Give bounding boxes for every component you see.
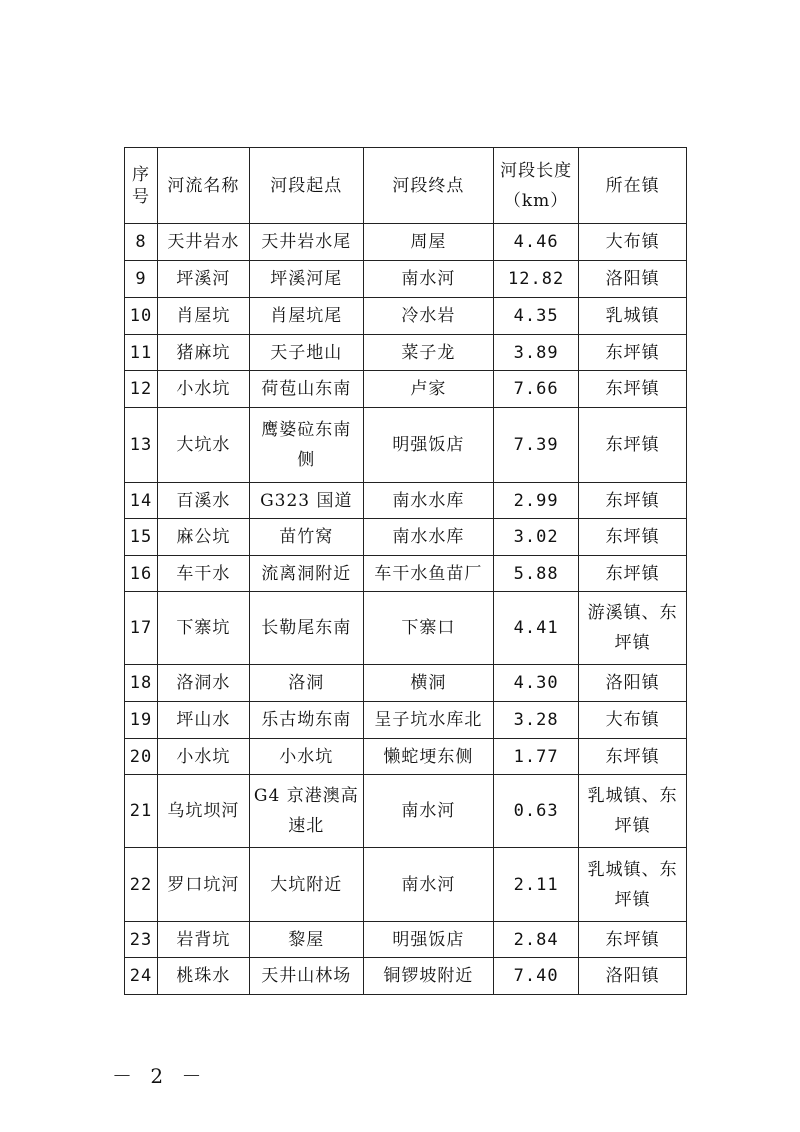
cell-section-length: 4.30 [493, 665, 578, 702]
cell-river-name: 乌坑坝河 [158, 775, 250, 848]
header-serial-number: 序号 [125, 148, 158, 224]
cell-river-name: 坪溪河 [158, 261, 250, 298]
table-row [125, 958, 687, 995]
cell-section-end: 南水河 [363, 775, 493, 848]
cell-serial-number: 11 [125, 335, 158, 371]
cell-section-length: 7.66 [493, 371, 578, 408]
cell-river-name: 小水坑 [158, 371, 250, 408]
cell-section-length: 2.11 [493, 848, 578, 922]
cell-serial-number: 8 [125, 224, 158, 261]
cell-section-length: 4.41 [493, 592, 578, 665]
table-row [125, 922, 687, 958]
cell-section-end: 卢家 [363, 371, 493, 408]
cell-section-end: 南水河 [363, 848, 493, 922]
cell-town: 乳城镇、东坪镇 [579, 848, 687, 922]
cell-town: 洛阳镇 [579, 665, 687, 702]
cell-section-end: 懒蛇埂东侧 [363, 739, 493, 775]
cell-section-start: 鹰婆砬东南侧 [249, 408, 363, 483]
cell-section-start: G323 国道 [249, 483, 363, 519]
cell-river-name: 大坑水 [158, 408, 250, 483]
cell-serial-number: 23 [125, 922, 158, 958]
page-number: － 2 － [112, 1064, 208, 1088]
cell-town: 东坪镇 [579, 408, 687, 483]
cell-section-end: 铜锣坡附近 [363, 958, 493, 995]
cell-town: 乳城镇、东坪镇 [579, 775, 687, 848]
cell-river-name: 小水坑 [158, 739, 250, 775]
cell-town: 东坪镇 [579, 371, 687, 408]
river-section-table [124, 147, 687, 995]
cell-river-name: 肖屋坑 [158, 298, 250, 335]
cell-serial-number: 13 [125, 408, 158, 483]
cell-town: 大布镇 [579, 702, 687, 739]
cell-section-end: 明强饭店 [363, 408, 493, 483]
cell-river-name: 百溪水 [158, 483, 250, 519]
cell-section-start: 黎屋 [249, 922, 363, 958]
cell-section-start: 洛洞 [249, 665, 363, 702]
cell-town: 游溪镇、东坪镇 [579, 592, 687, 665]
cell-section-end: 南水水库 [363, 519, 493, 556]
cell-section-start: 荷苞山东南 [249, 371, 363, 408]
cell-river-name: 车干水 [158, 556, 250, 592]
cell-river-name: 罗口坑河 [158, 848, 250, 922]
cell-serial-number: 9 [125, 261, 158, 298]
cell-section-length: 7.40 [493, 958, 578, 995]
cell-town: 东坪镇 [579, 483, 687, 519]
cell-section-length: 5.88 [493, 556, 578, 592]
cell-town: 洛阳镇 [579, 958, 687, 995]
table-row [125, 408, 687, 483]
cell-serial-number: 19 [125, 702, 158, 739]
cell-section-end: 下寨口 [363, 592, 493, 665]
table-row [125, 848, 687, 922]
cell-section-length: 3.89 [493, 335, 578, 371]
cell-section-length: 3.02 [493, 519, 578, 556]
cell-section-start: G4 京港澳高速北 [249, 775, 363, 848]
table-row [125, 261, 687, 298]
cell-section-start: 流离洞附近 [249, 556, 363, 592]
cell-section-end: 明强饭店 [363, 922, 493, 958]
cell-river-name: 桃珠水 [158, 958, 250, 995]
cell-section-length: 2.84 [493, 922, 578, 958]
cell-serial-number: 18 [125, 665, 158, 702]
cell-serial-number: 15 [125, 519, 158, 556]
cell-town: 洛阳镇 [579, 261, 687, 298]
cell-serial-number: 14 [125, 483, 158, 519]
cell-town: 东坪镇 [579, 739, 687, 775]
cell-town: 大布镇 [579, 224, 687, 261]
cell-section-length: 4.46 [493, 224, 578, 261]
cell-town: 东坪镇 [579, 922, 687, 958]
cell-serial-number: 12 [125, 371, 158, 408]
cell-section-start: 苗竹窝 [249, 519, 363, 556]
cell-section-start: 坪溪河尾 [249, 261, 363, 298]
cell-section-end: 周屋 [363, 224, 493, 261]
cell-section-start: 大坑附近 [249, 848, 363, 922]
cell-section-start: 乐古坳东南 [249, 702, 363, 739]
table-row [125, 224, 687, 261]
table-row [125, 371, 687, 408]
cell-section-length: 1.77 [493, 739, 578, 775]
cell-river-name: 天井岩水 [158, 224, 250, 261]
table-row [125, 592, 687, 665]
cell-section-length: 12.82 [493, 261, 578, 298]
cell-town: 东坪镇 [579, 335, 687, 371]
cell-town: 东坪镇 [579, 556, 687, 592]
table-row [125, 739, 687, 775]
header-town: 所在镇 [579, 148, 687, 224]
table-row [125, 702, 687, 739]
cell-section-length: 7.39 [493, 408, 578, 483]
header-section-end: 河段终点 [363, 148, 493, 224]
cell-section-start: 小水坑 [249, 739, 363, 775]
table-row [125, 665, 687, 702]
cell-river-name: 洛洞水 [158, 665, 250, 702]
cell-serial-number: 20 [125, 739, 158, 775]
table-row [125, 775, 687, 848]
table-header-row [125, 148, 687, 224]
table-row [125, 556, 687, 592]
cell-section-start: 天井岩水尾 [249, 224, 363, 261]
table-row [125, 483, 687, 519]
cell-river-name: 岩背坑 [158, 922, 250, 958]
cell-section-length: 0.63 [493, 775, 578, 848]
cell-section-end: 冷水岩 [363, 298, 493, 335]
header-section-length: 河段长度（km） [493, 148, 578, 224]
cell-section-end: 南水水库 [363, 483, 493, 519]
cell-section-end: 南水河 [363, 261, 493, 298]
cell-serial-number: 24 [125, 958, 158, 995]
cell-section-start: 肖屋坑尾 [249, 298, 363, 335]
cell-section-length: 4.35 [493, 298, 578, 335]
table-row [125, 298, 687, 335]
cell-section-length: 2.99 [493, 483, 578, 519]
cell-town: 东坪镇 [579, 519, 687, 556]
table-row [125, 519, 687, 556]
cell-serial-number: 16 [125, 556, 158, 592]
cell-river-name: 坪山水 [158, 702, 250, 739]
table-row [125, 335, 687, 371]
cell-town: 乳城镇 [579, 298, 687, 335]
cell-section-end: 横洞 [363, 665, 493, 702]
cell-section-start: 长勒尾东南 [249, 592, 363, 665]
cell-section-end: 菜子龙 [363, 335, 493, 371]
cell-section-length: 3.28 [493, 702, 578, 739]
cell-serial-number: 21 [125, 775, 158, 848]
cell-serial-number: 17 [125, 592, 158, 665]
cell-section-start: 天子地山 [249, 335, 363, 371]
cell-section-end: 呈子坑水库北 [363, 702, 493, 739]
cell-serial-number: 10 [125, 298, 158, 335]
cell-river-name: 猪麻坑 [158, 335, 250, 371]
cell-serial-number: 22 [125, 848, 158, 922]
cell-river-name: 下寨坑 [158, 592, 250, 665]
cell-section-start: 天井山林场 [249, 958, 363, 995]
cell-river-name: 麻公坑 [158, 519, 250, 556]
header-section-start: 河段起点 [249, 148, 363, 224]
cell-section-end: 车干水鱼苗厂 [363, 556, 493, 592]
header-river-name: 河流名称 [158, 148, 250, 224]
